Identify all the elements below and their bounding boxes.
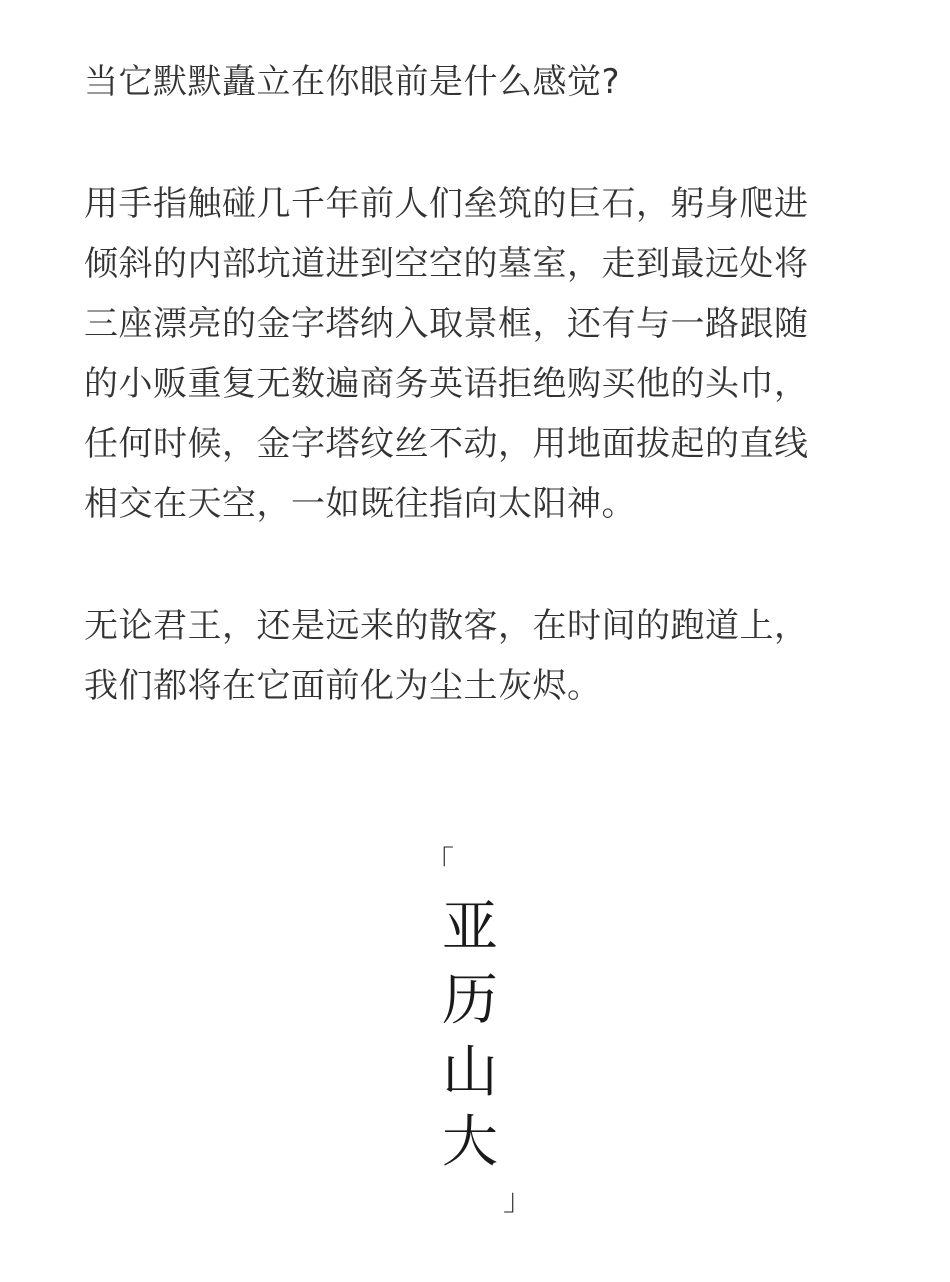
signature-char: 山 [442, 1040, 498, 1105]
paragraph-description [84, 174, 884, 534]
close-corner-bracket: 」 [503, 1183, 533, 1218]
text-line: 我们都将在它面前化为尘土灰烬。 [84, 666, 602, 706]
text-line: 相交在天空，一如既往指向太阳神。 [84, 484, 636, 524]
open-corner-bracket: 「 [424, 845, 454, 880]
paragraph-conclusion [84, 596, 884, 716]
text-line: 任何时候，金字塔纹丝不动，用地面拔起的直线 [84, 424, 809, 464]
text-line: 用手指触碰几千年前人们垒筑的巨石，躬身爬进 [84, 184, 809, 224]
text-line: 当它默默矗立在你眼前是什么感觉? [84, 62, 621, 102]
paragraph-question [84, 52, 884, 112]
text-line: 三座漂亮的金字塔纳入取景框，还有与一路跟随 [84, 304, 809, 344]
signature-char: 亚 [442, 895, 498, 960]
text-line: 倾斜的内部坑道进到空空的墓室，走到最远处将 [84, 244, 809, 284]
text-line: 无论君王，还是远来的散客，在时间的跑道上， [84, 606, 809, 646]
text-line: 的小贩重复无数遍商务英语拒绝购买他的头巾， [84, 364, 809, 404]
signature-char: 历 [442, 968, 498, 1033]
signature-char: 大 [442, 1110, 498, 1175]
article-body [84, 52, 884, 716]
